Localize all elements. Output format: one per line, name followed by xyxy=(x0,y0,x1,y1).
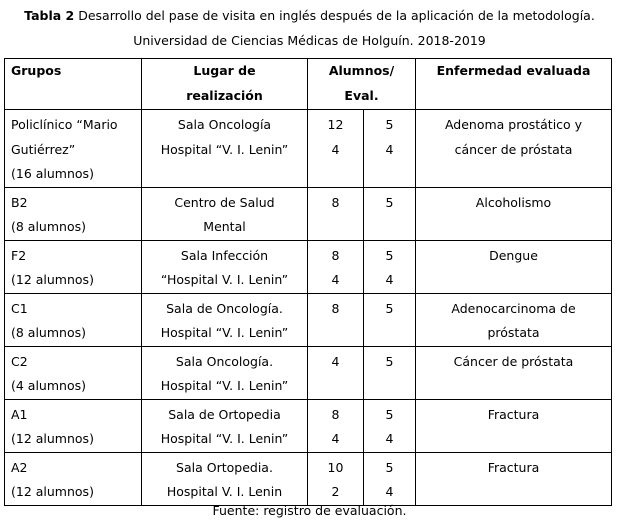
cell-alumnos xyxy=(308,240,364,293)
cell-lugar-line: Sala Ortopedia. xyxy=(176,459,273,475)
cell-alumnos-line: 4 xyxy=(331,431,340,446)
cell-eval-line: 5 xyxy=(385,406,394,422)
cell-eval xyxy=(364,452,416,505)
cell-enfermedad xyxy=(416,399,612,452)
cell-alumnos-line: 4 xyxy=(331,353,340,369)
cell-grupo xyxy=(5,346,142,399)
cell-enfermedad xyxy=(416,452,612,505)
cell-eval-line: 5 xyxy=(385,459,394,475)
cell-eval xyxy=(364,293,416,346)
cell-grupo xyxy=(5,399,142,452)
cell-eval-line: 5 xyxy=(385,247,394,263)
cell-eval xyxy=(364,110,416,188)
cell-lugar-line: Centro de Salud xyxy=(174,194,275,210)
cell-grupo xyxy=(5,452,142,505)
cell-eval xyxy=(364,187,416,240)
cell-grupo-line: Policlínico “Mario xyxy=(11,117,118,132)
header-lugar: Lugar de realización xyxy=(142,59,308,110)
cell-eval xyxy=(364,346,416,399)
table-caption xyxy=(0,8,619,24)
cell-eval-line: 5 xyxy=(385,194,394,210)
cell-alumnos xyxy=(308,187,364,240)
cell-lugar-line: Sala Oncología. xyxy=(175,353,274,369)
cell-alumnos xyxy=(308,293,364,346)
cell-enfermedad-line: próstata xyxy=(487,325,540,340)
cell-lugar xyxy=(142,240,308,293)
table-caption-text: Desarrollo del pase de visita en inglés después de la aplicación de la metodología. xyxy=(74,8,595,23)
table-row xyxy=(5,187,612,240)
table-row xyxy=(5,240,612,293)
cell-enfermedad-line: Fractura xyxy=(487,459,540,475)
evaluation-table xyxy=(4,58,612,506)
cell-enfermedad xyxy=(416,293,612,346)
cell-alumnos-line: 8 xyxy=(331,300,340,316)
header-enfermedad: Enfermedad evaluada xyxy=(416,59,612,110)
cell-grupo-line: (4 alumnos) xyxy=(11,378,86,393)
table-caption-subtitle: Universidad de Ciencias Médicas de Holguín. 2018-2019 xyxy=(133,33,486,48)
cell-lugar-line: Hospital “V. I. Lenin” xyxy=(160,325,289,340)
cell-alumnos-line: 10 xyxy=(327,459,344,475)
header-grupos: Grupos xyxy=(5,59,142,110)
cell-eval-line: 4 xyxy=(385,141,394,157)
cell-eval-line: 5 xyxy=(385,300,394,316)
cell-grupo-line: A1 xyxy=(11,406,28,422)
cell-grupo-line: C1 xyxy=(11,300,28,316)
cell-grupo-line: (12 alumnos) xyxy=(11,431,94,446)
cell-lugar-line: Sala Infección xyxy=(180,247,269,263)
table-body xyxy=(5,110,612,506)
table-row xyxy=(5,399,612,452)
cell-grupo-line: (8 alumnos) xyxy=(11,219,86,234)
cell-eval xyxy=(364,240,416,293)
cell-lugar-line: Sala Oncología xyxy=(177,117,272,132)
cell-lugar-line: Sala de Ortopedia xyxy=(168,406,281,422)
cell-enfermedad-line: cáncer de próstata xyxy=(454,141,573,157)
cell-eval-line: 4 xyxy=(385,484,394,499)
cell-alumnos-line: 12 xyxy=(327,117,344,132)
cell-alumnos-line: 8 xyxy=(331,406,340,422)
cell-enfermedad-line: Adenoma prostático y xyxy=(444,117,583,132)
cell-grupo xyxy=(5,110,142,188)
cell-alumnos-line: 4 xyxy=(331,272,340,287)
cell-enfermedad-line: Fractura xyxy=(487,406,540,422)
cell-grupo xyxy=(5,240,142,293)
cell-grupo-line: (16 alumnos) xyxy=(11,166,94,181)
cell-lugar-line: Hospital V. I. Lenin xyxy=(166,484,283,499)
cell-grupo-line: (8 alumnos) xyxy=(11,325,86,340)
cell-alumnos xyxy=(308,346,364,399)
cell-eval-line: 4 xyxy=(385,431,394,446)
cell-lugar xyxy=(142,346,308,399)
cell-enfermedad xyxy=(416,240,612,293)
cell-lugar-line: “Hospital V. I. Lenin” xyxy=(160,272,289,287)
cell-eval-line: 5 xyxy=(385,117,394,132)
cell-alumnos-line: 8 xyxy=(331,247,340,263)
cell-lugar-line: Mental xyxy=(203,219,246,234)
cell-enfermedad-line: Alcoholismo xyxy=(475,194,552,210)
cell-grupo xyxy=(5,293,142,346)
cell-grupo-line: B2 xyxy=(11,194,28,210)
cell-lugar xyxy=(142,452,308,505)
cell-enfermedad xyxy=(416,346,612,399)
cell-grupo-line: (12 alumnos) xyxy=(11,272,94,287)
cell-alumnos xyxy=(308,399,364,452)
header-alumnos: Alumnos/ Eval. xyxy=(308,59,416,110)
cell-grupo-line: (12 alumnos) xyxy=(11,484,94,499)
table-header-row xyxy=(5,59,612,110)
cell-enfermedad-line: Dengue xyxy=(489,247,538,263)
cell-enfermedad xyxy=(416,110,612,188)
cell-grupo-line: A2 xyxy=(11,459,28,475)
cell-lugar-line: Hospital “V. I. Lenin” xyxy=(160,141,289,157)
table-row xyxy=(5,346,612,399)
cell-alumnos xyxy=(308,110,364,188)
cell-alumnos-line: 8 xyxy=(331,194,340,210)
cell-lugar-line: Hospital “V. I. Lenin” xyxy=(160,378,289,393)
cell-eval-line: 4 xyxy=(385,272,394,287)
cell-lugar xyxy=(142,110,308,188)
table-row xyxy=(5,452,612,505)
cell-lugar xyxy=(142,399,308,452)
cell-grupo-line: F2 xyxy=(11,247,27,263)
cell-grupo-line: Gutiérrez” xyxy=(11,141,76,157)
table-row xyxy=(5,293,612,346)
table-label: Tabla 2 xyxy=(24,8,75,23)
cell-grupo xyxy=(5,187,142,240)
cell-alumnos-line: 2 xyxy=(331,484,340,499)
table-row xyxy=(5,110,612,188)
cell-enfermedad-line: Adenocarcinoma de xyxy=(451,300,576,316)
cell-alumnos-line: 4 xyxy=(331,141,340,157)
table-source-note: Fuente: registro de evaluación. xyxy=(212,503,407,518)
cell-lugar-line: Hospital “V. I. Lenin” xyxy=(160,431,289,446)
cell-lugar-line: Sala de Oncología. xyxy=(166,300,283,316)
cell-alumnos xyxy=(308,452,364,505)
cell-eval xyxy=(364,399,416,452)
cell-grupo-line: C2 xyxy=(11,353,28,369)
cell-eval-line: 5 xyxy=(385,353,394,369)
cell-enfermedad-line: Cáncer de próstata xyxy=(453,353,574,369)
cell-lugar xyxy=(142,293,308,346)
cell-lugar xyxy=(142,187,308,240)
cell-enfermedad xyxy=(416,187,612,240)
